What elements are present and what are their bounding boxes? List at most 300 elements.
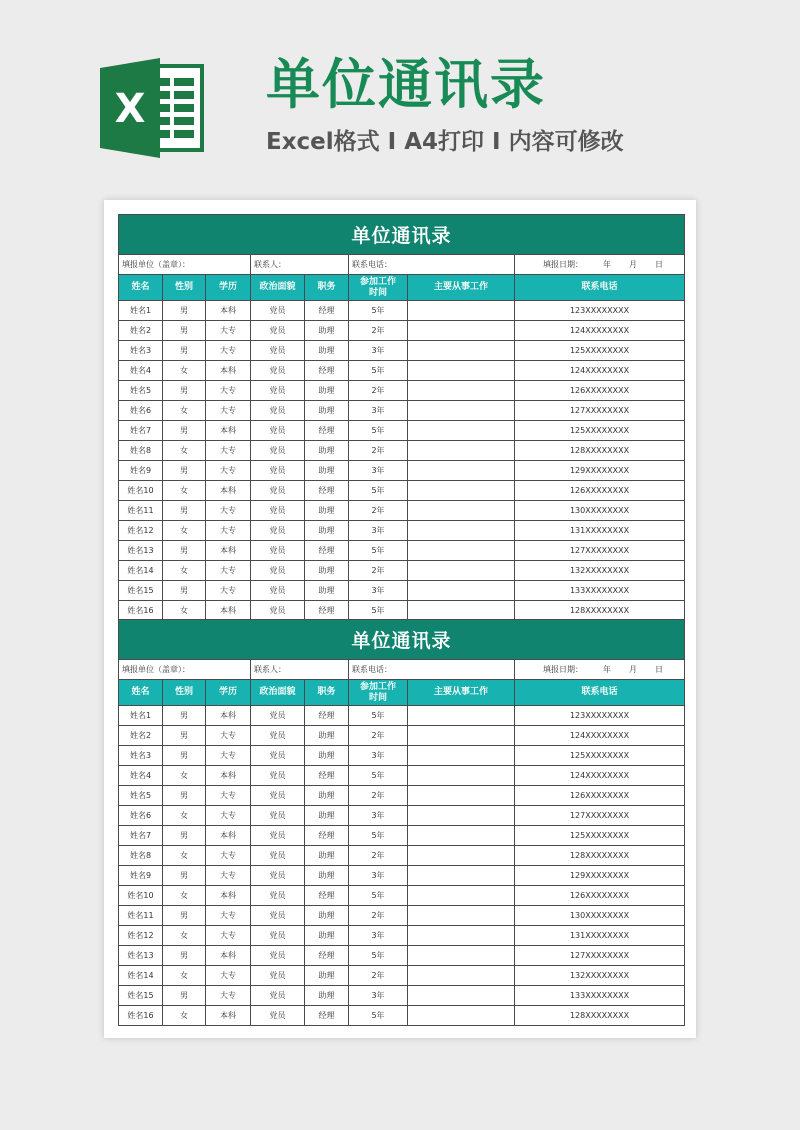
- cell-name[interactable]: 姓名12: [119, 521, 163, 540]
- cell-gender[interactable]: 女: [163, 966, 206, 985]
- cell-gender[interactable]: 男: [163, 341, 206, 360]
- cell-position[interactable]: 经理: [305, 301, 349, 320]
- cell-work-years[interactable]: 2年: [349, 846, 408, 865]
- cell-education[interactable]: 本科: [206, 541, 251, 560]
- cell-education[interactable]: 大专: [206, 461, 251, 480]
- cell-education[interactable]: 大专: [206, 926, 251, 945]
- cell-phone[interactable]: 124XXXXXXXX: [569, 326, 630, 335]
- cell-political-status[interactable]: 党员: [251, 361, 305, 380]
- cell-gender[interactable]: 女: [163, 806, 206, 825]
- cell-political-status[interactable]: 党员: [251, 786, 305, 805]
- cell-main-work[interactable]: [408, 301, 515, 320]
- cell-work-years[interactable]: 2年: [349, 321, 408, 340]
- cell-main-work[interactable]: [408, 906, 515, 925]
- cell-name[interactable]: 姓名3: [119, 341, 163, 360]
- cell-name[interactable]: 姓名9: [119, 461, 163, 480]
- table-row: [119, 846, 684, 866]
- cell-position[interactable]: 助理: [305, 786, 349, 805]
- cell-education[interactable]: 大专: [206, 441, 251, 460]
- cell-name[interactable]: 姓名2: [119, 321, 163, 340]
- cell-gender[interactable]: 男: [163, 381, 206, 400]
- cell-political-status[interactable]: 党员: [251, 986, 305, 1005]
- cell-name[interactable]: 姓名7: [119, 826, 163, 845]
- cell-education[interactable]: 大专: [206, 746, 251, 765]
- cell-name[interactable]: 姓名1: [119, 301, 163, 320]
- cell-gender[interactable]: 女: [163, 481, 206, 500]
- cell-work-years[interactable]: 3年: [349, 746, 408, 765]
- cell-main-work[interactable]: [408, 966, 515, 985]
- cell-main-work[interactable]: [408, 541, 515, 560]
- cell-political-status[interactable]: 党员: [251, 521, 305, 540]
- cell-political-status[interactable]: 党员: [251, 421, 305, 440]
- table-row: [119, 601, 684, 621]
- paper-sheet: [104, 200, 696, 1038]
- fill-date-cell: [515, 660, 684, 679]
- cell-education[interactable]: 本科: [206, 361, 251, 380]
- cell-work-years[interactable]: 3年: [349, 581, 408, 600]
- column-header-gender: 性别: [163, 680, 206, 705]
- table-row: [119, 986, 684, 1006]
- cell-name[interactable]: 姓名14: [119, 561, 163, 580]
- cell-name[interactable]: 姓名11: [119, 906, 163, 925]
- cell-main-work[interactable]: [408, 866, 515, 885]
- cell-name[interactable]: 姓名14: [119, 966, 163, 985]
- cell-gender[interactable]: 男: [163, 706, 206, 725]
- cell-political-status[interactable]: 党员: [251, 321, 305, 340]
- cell-main-work[interactable]: [408, 746, 515, 765]
- cell-position[interactable]: 助理: [305, 401, 349, 420]
- info-row: [119, 255, 684, 275]
- cell-gender[interactable]: 男: [163, 746, 206, 765]
- cell-work-years[interactable]: 3年: [349, 461, 408, 480]
- cell-phone[interactable]: 123XXXXXXXX: [569, 306, 630, 315]
- cell-work-years[interactable]: 2年: [349, 966, 408, 985]
- cell-position[interactable]: 经理: [305, 766, 349, 785]
- cell-name[interactable]: 姓名6: [119, 806, 163, 825]
- cell-political-status[interactable]: 党员: [251, 381, 305, 400]
- cell-position[interactable]: 经理: [305, 421, 349, 440]
- fill-unit-label: 填报单位（盖章）：: [119, 660, 251, 679]
- cell-work-years[interactable]: 2年: [349, 501, 408, 520]
- cell-work-years[interactable]: 2年: [349, 906, 408, 925]
- cell-phone[interactable]: 128XXXXXXXX: [569, 1011, 630, 1020]
- cell-position[interactable]: 经理: [305, 946, 349, 965]
- cell-name[interactable]: 姓名13: [119, 541, 163, 560]
- cell-work-years[interactable]: 2年: [349, 786, 408, 805]
- cell-main-work[interactable]: [408, 786, 515, 805]
- cell-main-work[interactable]: [408, 341, 515, 360]
- cell-work-years[interactable]: 3年: [349, 926, 408, 945]
- cell-position[interactable]: 经理: [305, 706, 349, 725]
- cell-phone[interactable]: 132XXXXXXXX: [569, 971, 630, 980]
- cell-education[interactable]: 本科: [206, 301, 251, 320]
- cell-main-work[interactable]: [408, 321, 515, 340]
- table-row: [119, 301, 684, 321]
- cell-name[interactable]: 姓名10: [119, 886, 163, 905]
- cell-phone[interactable]: 129XXXXXXXX: [569, 466, 630, 475]
- table-row: [119, 421, 684, 441]
- cell-work-years[interactable]: 3年: [349, 866, 408, 885]
- cell-political-status[interactable]: 党员: [251, 866, 305, 885]
- cell-work-years[interactable]: 5年: [349, 481, 408, 500]
- cell-phone[interactable]: 131XXXXXXXX: [569, 526, 630, 535]
- table-header-row: [119, 275, 684, 301]
- cell-main-work[interactable]: [408, 401, 515, 420]
- cell-phone[interactable]: 126XXXXXXXX: [569, 386, 630, 395]
- table-header-row: [119, 680, 684, 706]
- cell-political-status[interactable]: 党员: [251, 401, 305, 420]
- cell-phone[interactable]: 125XXXXXXXX: [569, 346, 630, 355]
- cell-main-work[interactable]: [408, 986, 515, 1005]
- cell-gender[interactable]: 女: [163, 846, 206, 865]
- cell-work-years[interactable]: 3年: [349, 521, 408, 540]
- cell-education[interactable]: 本科: [206, 706, 251, 725]
- cell-work-years[interactable]: 2年: [349, 561, 408, 580]
- cell-work-years[interactable]: 2年: [349, 441, 408, 460]
- table-row: [119, 321, 684, 341]
- cell-education[interactable]: 大专: [206, 521, 251, 540]
- cell-gender[interactable]: 女: [163, 361, 206, 380]
- cell-political-status[interactable]: 党员: [251, 561, 305, 580]
- cell-phone[interactable]: 129XXXXXXXX: [569, 871, 630, 880]
- cell-main-work[interactable]: [408, 826, 515, 845]
- cell-phone[interactable]: 130XXXXXXXX: [569, 506, 630, 515]
- column-header-main-work: 主要从事工作: [408, 275, 515, 300]
- table-row: [119, 481, 684, 501]
- cell-name[interactable]: 姓名11: [119, 501, 163, 520]
- column-header-name: 姓名: [119, 680, 163, 705]
- cell-name[interactable]: 姓名9: [119, 866, 163, 885]
- cell-education[interactable]: 本科: [206, 886, 251, 905]
- cell-work-years[interactable]: 5年: [349, 946, 408, 965]
- cell-main-work[interactable]: [408, 461, 515, 480]
- cell-gender[interactable]: 女: [163, 521, 206, 540]
- cell-gender[interactable]: 女: [163, 886, 206, 905]
- table-row: [119, 341, 684, 361]
- cell-phone[interactable]: 133XXXXXXXX: [569, 991, 630, 1000]
- cell-political-status[interactable]: 党员: [251, 581, 305, 600]
- cell-gender[interactable]: 女: [163, 1006, 206, 1025]
- cell-gender[interactable]: 男: [163, 906, 206, 925]
- cell-main-work[interactable]: [408, 706, 515, 725]
- cell-education[interactable]: 大专: [206, 561, 251, 580]
- cell-position[interactable]: 助理: [305, 966, 349, 985]
- cell-phone[interactable]: 124XXXXXXXX: [569, 731, 630, 740]
- cell-main-work[interactable]: [408, 561, 515, 580]
- cell-position[interactable]: 助理: [305, 521, 349, 540]
- cell-name[interactable]: 姓名5: [119, 786, 163, 805]
- cell-political-status[interactable]: 党员: [251, 441, 305, 460]
- cell-gender[interactable]: 男: [163, 786, 206, 805]
- cell-phone[interactable]: 133XXXXXXXX: [569, 586, 630, 595]
- cell-main-work[interactable]: [408, 846, 515, 865]
- fill-unit-label: 填报单位（盖章）：: [119, 255, 251, 274]
- cell-position[interactable]: 经理: [305, 886, 349, 905]
- column-header-name: 姓名: [119, 275, 163, 300]
- cell-gender[interactable]: 男: [163, 321, 206, 340]
- cell-phone[interactable]: 132XXXXXXXX: [569, 566, 630, 575]
- cell-political-status[interactable]: 党员: [251, 966, 305, 985]
- cell-main-work[interactable]: [408, 766, 515, 785]
- cell-position[interactable]: 经理: [305, 361, 349, 380]
- cell-name[interactable]: 姓名16: [119, 1006, 163, 1025]
- cell-education[interactable]: 本科: [206, 1006, 251, 1025]
- cell-gender[interactable]: 女: [163, 401, 206, 420]
- cell-phone[interactable]: 124XXXXXXXX: [569, 366, 630, 375]
- cell-education[interactable]: 本科: [206, 601, 251, 620]
- cell-phone[interactable]: 128XXXXXXXX: [569, 606, 630, 615]
- cell-position[interactable]: 助理: [305, 581, 349, 600]
- cell-political-status[interactable]: 党员: [251, 341, 305, 360]
- cell-name[interactable]: 姓名5: [119, 381, 163, 400]
- cell-gender[interactable]: 男: [163, 421, 206, 440]
- cell-name[interactable]: 姓名4: [119, 361, 163, 380]
- cell-name[interactable]: 姓名8: [119, 441, 163, 460]
- cell-phone[interactable]: 131XXXXXXXX: [569, 931, 630, 940]
- cell-phone[interactable]: 127XXXXXXXX: [569, 546, 630, 555]
- cell-phone[interactable]: 124XXXXXXXX: [569, 771, 630, 780]
- cell-political-status[interactable]: 党员: [251, 481, 305, 500]
- cell-gender[interactable]: 男: [163, 726, 206, 745]
- cell-position[interactable]: 助理: [305, 806, 349, 825]
- cell-position[interactable]: 助理: [305, 441, 349, 460]
- cell-political-status[interactable]: 党员: [251, 1006, 305, 1025]
- cell-political-status[interactable]: 党员: [251, 501, 305, 520]
- cell-education[interactable]: 大专: [206, 866, 251, 885]
- cell-phone[interactable]: 128XXXXXXXX: [569, 851, 630, 860]
- table-row: [119, 726, 684, 746]
- cell-gender[interactable]: 男: [163, 461, 206, 480]
- cell-work-years[interactable]: 2年: [349, 726, 408, 745]
- cell-gender[interactable]: 男: [163, 501, 206, 520]
- cell-work-years[interactable]: 3年: [349, 401, 408, 420]
- table-row: [119, 786, 684, 806]
- page-title: 单位通讯录: [266, 53, 546, 116]
- table-title: 单位通讯录: [119, 620, 684, 660]
- cell-position[interactable]: 助理: [305, 986, 349, 1005]
- cell-main-work[interactable]: [408, 521, 515, 540]
- cell-position[interactable]: 助理: [305, 726, 349, 745]
- cell-gender[interactable]: 女: [163, 601, 206, 620]
- cell-name[interactable]: 姓名1: [119, 706, 163, 725]
- cell-education[interactable]: 大专: [206, 986, 251, 1005]
- cell-work-years[interactable]: 3年: [349, 986, 408, 1005]
- table-row: [119, 561, 684, 581]
- table-row: [119, 1006, 684, 1026]
- cell-position[interactable]: 经理: [305, 481, 349, 500]
- cell-work-years[interactable]: 5年: [349, 541, 408, 560]
- cell-education[interactable]: 大专: [206, 726, 251, 745]
- cell-main-work[interactable]: [408, 726, 515, 745]
- cell-phone[interactable]: 130XXXXXXXX: [569, 911, 630, 920]
- cell-political-status[interactable]: 党员: [251, 906, 305, 925]
- cell-position[interactable]: 助理: [305, 926, 349, 945]
- cell-work-years[interactable]: 5年: [349, 826, 408, 845]
- cell-education[interactable]: 本科: [206, 766, 251, 785]
- cell-education[interactable]: 大专: [206, 321, 251, 340]
- cell-political-status[interactable]: 党员: [251, 541, 305, 560]
- cell-education[interactable]: 大专: [206, 786, 251, 805]
- cell-gender[interactable]: 男: [163, 946, 206, 965]
- cell-gender[interactable]: 女: [163, 926, 206, 945]
- cell-phone[interactable]: 127XXXXXXXX: [569, 406, 630, 415]
- cell-name[interactable]: 姓名6: [119, 401, 163, 420]
- cell-gender[interactable]: 男: [163, 581, 206, 600]
- table-row: [119, 766, 684, 786]
- cell-education[interactable]: 大专: [206, 341, 251, 360]
- cell-education[interactable]: 大专: [206, 401, 251, 420]
- cell-education[interactable]: 大专: [206, 381, 251, 400]
- cell-position[interactable]: 助理: [305, 866, 349, 885]
- cell-main-work[interactable]: [408, 421, 515, 440]
- cell-phone[interactable]: 123XXXXXXXX: [569, 711, 630, 720]
- cell-education[interactable]: 本科: [206, 421, 251, 440]
- date-month: 月: [629, 260, 637, 269]
- cell-political-status[interactable]: 党员: [251, 766, 305, 785]
- cell-position[interactable]: 经理: [305, 541, 349, 560]
- cell-name[interactable]: 姓名15: [119, 581, 163, 600]
- cell-political-status[interactable]: 党员: [251, 706, 305, 725]
- cell-name[interactable]: 姓名3: [119, 746, 163, 765]
- table-title: 单位通讯录: [119, 215, 684, 255]
- cell-work-years[interactable]: 5年: [349, 421, 408, 440]
- cell-main-work[interactable]: [408, 806, 515, 825]
- cell-work-years[interactable]: 5年: [349, 706, 408, 725]
- cell-education[interactable]: 大专: [206, 581, 251, 600]
- cell-education[interactable]: 大专: [206, 906, 251, 925]
- cell-name[interactable]: 姓名8: [119, 846, 163, 865]
- column-header-position: 职务: [305, 680, 349, 705]
- cell-political-status[interactable]: 党员: [251, 461, 305, 480]
- cell-education[interactable]: 本科: [206, 946, 251, 965]
- date-day: 日: [655, 260, 663, 269]
- cell-position[interactable]: 助理: [305, 461, 349, 480]
- cell-education[interactable]: 大专: [206, 966, 251, 985]
- cell-position[interactable]: 经理: [305, 601, 349, 620]
- column-header-main-work: 主要从事工作: [408, 680, 515, 705]
- cell-phone[interactable]: 126XXXXXXXX: [569, 486, 630, 495]
- cell-political-status[interactable]: 党员: [251, 746, 305, 765]
- cell-main-work[interactable]: [408, 381, 515, 400]
- cell-main-work[interactable]: [408, 946, 515, 965]
- cell-phone[interactable]: 126XXXXXXXX: [569, 791, 630, 800]
- cell-name[interactable]: 姓名16: [119, 601, 163, 620]
- cell-education[interactable]: 本科: [206, 826, 251, 845]
- cell-position[interactable]: 助理: [305, 906, 349, 925]
- fill-date-label: 填报日期：: [543, 665, 583, 674]
- table-row: [119, 521, 684, 541]
- cell-position[interactable]: 助理: [305, 341, 349, 360]
- cell-work-years[interactable]: 3年: [349, 341, 408, 360]
- cell-work-years[interactable]: 5年: [349, 886, 408, 905]
- cell-gender[interactable]: 男: [163, 541, 206, 560]
- cell-name[interactable]: 姓名2: [119, 726, 163, 745]
- cell-political-status[interactable]: 党员: [251, 301, 305, 320]
- cell-position[interactable]: 助理: [305, 746, 349, 765]
- cell-political-status[interactable]: 党员: [251, 806, 305, 825]
- cell-main-work[interactable]: [408, 441, 515, 460]
- cell-name[interactable]: 姓名10: [119, 481, 163, 500]
- cell-gender[interactable]: 女: [163, 561, 206, 580]
- contact-table-2: [118, 619, 685, 1026]
- cell-work-years[interactable]: 5年: [349, 766, 408, 785]
- cell-main-work[interactable]: [408, 361, 515, 380]
- cell-phone[interactable]: 125XXXXXXXX: [569, 831, 630, 840]
- cell-phone[interactable]: 125XXXXXXXX: [569, 426, 630, 435]
- cell-phone[interactable]: 126XXXXXXXX: [569, 891, 630, 900]
- cell-main-work[interactable]: [408, 501, 515, 520]
- cell-main-work[interactable]: [408, 926, 515, 945]
- date-year: 年: [603, 665, 611, 674]
- column-header-political-status: 政治面貌: [251, 680, 305, 705]
- date-parts: [603, 664, 663, 675]
- cell-main-work[interactable]: [408, 581, 515, 600]
- table-row: [119, 541, 684, 561]
- cell-main-work[interactable]: [408, 886, 515, 905]
- cell-education[interactable]: 大专: [206, 806, 251, 825]
- cell-gender[interactable]: 男: [163, 826, 206, 845]
- cell-position[interactable]: 助理: [305, 846, 349, 865]
- table-row: [119, 906, 684, 926]
- cell-political-status[interactable]: 党员: [251, 926, 305, 945]
- cell-main-work[interactable]: [408, 1006, 515, 1025]
- cell-phone[interactable]: 127XXXXXXXX: [569, 811, 630, 820]
- cell-position[interactable]: 助理: [305, 561, 349, 580]
- cell-political-status[interactable]: 党员: [251, 946, 305, 965]
- table-row: [119, 706, 684, 726]
- excel-logo-icon: [100, 58, 204, 158]
- cell-education[interactable]: 大专: [206, 501, 251, 520]
- cell-name[interactable]: 姓名15: [119, 986, 163, 1005]
- cell-name[interactable]: 姓名4: [119, 766, 163, 785]
- cell-phone[interactable]: 128XXXXXXXX: [569, 446, 630, 455]
- cell-work-years[interactable]: 5年: [349, 361, 408, 380]
- date-day: 日: [655, 665, 663, 674]
- table-row: [119, 866, 684, 886]
- cell-position[interactable]: 经理: [305, 1006, 349, 1025]
- cell-work-years[interactable]: 2年: [349, 381, 408, 400]
- cell-work-years[interactable]: 5年: [349, 1006, 408, 1025]
- table-row: [119, 826, 684, 846]
- cell-main-work[interactable]: [408, 601, 515, 620]
- cell-gender[interactable]: 男: [163, 301, 206, 320]
- cell-phone[interactable]: 125XXXXXXXX: [569, 751, 630, 760]
- cell-gender[interactable]: 女: [163, 766, 206, 785]
- cell-name[interactable]: 姓名13: [119, 946, 163, 965]
- cell-gender[interactable]: 男: [163, 986, 206, 1005]
- cell-education[interactable]: 本科: [206, 481, 251, 500]
- cell-gender[interactable]: 男: [163, 866, 206, 885]
- cell-position[interactable]: 助理: [305, 321, 349, 340]
- cell-position[interactable]: 助理: [305, 381, 349, 400]
- cell-name[interactable]: 姓名12: [119, 926, 163, 945]
- cell-work-years[interactable]: 3年: [349, 806, 408, 825]
- cell-political-status[interactable]: 党员: [251, 886, 305, 905]
- cell-gender[interactable]: 女: [163, 441, 206, 460]
- cell-work-years[interactable]: 5年: [349, 601, 408, 620]
- cell-name[interactable]: 姓名7: [119, 421, 163, 440]
- cell-political-status[interactable]: 党员: [251, 601, 305, 620]
- cell-main-work[interactable]: [408, 481, 515, 500]
- cell-education[interactable]: 大专: [206, 846, 251, 865]
- cell-political-status[interactable]: 党员: [251, 846, 305, 865]
- cell-position[interactable]: 助理: [305, 501, 349, 520]
- cell-phone[interactable]: 127XXXXXXXX: [569, 951, 630, 960]
- cell-work-years[interactable]: 5年: [349, 301, 408, 320]
- cell-political-status[interactable]: 党员: [251, 826, 305, 845]
- cell-position[interactable]: 经理: [305, 826, 349, 845]
- cell-political-status[interactable]: 党员: [251, 726, 305, 745]
